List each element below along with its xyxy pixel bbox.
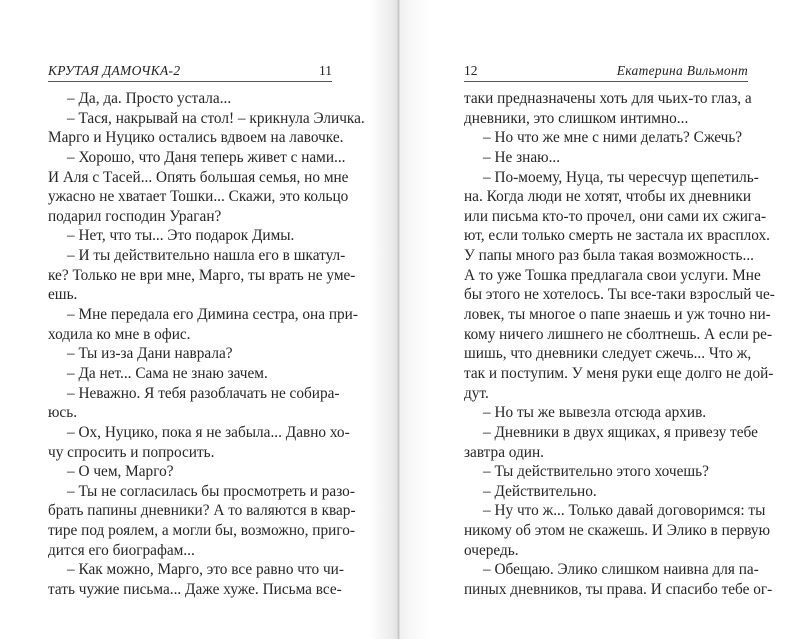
text-line: тать чужие письма... Даже хуже. Письма все-	[48, 581, 342, 599]
running-head	[48, 60, 332, 82]
running-head	[464, 60, 748, 82]
text-line: – Ох, Нуцико, пока я не забыла... Давно хо-	[67, 423, 350, 441]
text-line: – Действительно.	[483, 482, 597, 500]
text-line: – Ты не согласилась бы просмотреть и разо-	[67, 482, 355, 500]
page-body-text	[464, 89, 775, 600]
text-line: на. Когда люди не хотят, чтобы их дневники	[464, 188, 752, 206]
right-page	[464, 0, 775, 639]
text-line: ужасно не хватает Тошки... Скажи, это кольцо	[48, 188, 349, 206]
text-line: – Но ты же вывезла отсюда архив.	[483, 404, 707, 422]
text-line: ют, если только смерть не застала их врасплох.	[464, 227, 771, 245]
text-line: завтра один.	[464, 443, 544, 461]
text-line: – Но что же мне с ними делать? Сжечь?	[483, 129, 743, 147]
text-line: – Обещаю. Элико слишком наивна для па-	[483, 561, 759, 579]
text-line: – Ты из-за Дани наврала?	[67, 345, 233, 363]
text-line: подарил господин Ураган?	[48, 207, 222, 225]
text-line: так и поступим. У меня руки еще долго не дой-	[464, 364, 774, 382]
text-line: ходила ко мне в офис.	[48, 325, 191, 343]
text-line: бы этого не хотелось. Ты все-таки взрослый че-	[464, 286, 775, 304]
text-line: – Ну что ж... Только давай договоримся: ты	[483, 502, 766, 520]
text-line: тире под роялем, а могли бы, возможно, приго-	[48, 522, 355, 540]
text-line: Марго и Нуцико остались вдвоем на лавочке.	[48, 129, 344, 147]
text-line: таки предназначены хоть для чьих-то глаз, а	[464, 90, 752, 107]
text-line: А то уже Тошка предлагала свои услуги. Мне	[464, 266, 761, 284]
book-gutter	[370, 0, 430, 639]
text-line: ловек, ты многое о папе знаешь и уж точно ни-	[464, 306, 771, 324]
text-line: – Да, да. Просто устала...	[67, 90, 232, 107]
text-line: шишь, что дневники следует сжечь... Что ж,	[464, 345, 752, 363]
page-number: 12	[464, 63, 478, 78]
text-line: И Аля с Тасей... Опять большая семья, но мне	[48, 168, 349, 186]
text-line: – Хорошо, что Даня теперь живет с нами...	[67, 148, 346, 166]
text-line: – Ты действительно этого хочешь?	[483, 463, 709, 481]
text-line: брать папины дневники? А то валяются в квар-	[48, 502, 356, 520]
text-line: – Не знаю...	[483, 148, 561, 166]
text-line: – О чем, Марго?	[67, 463, 174, 481]
text-line: или письма кто-то прочел, они сами их сжига-	[464, 207, 767, 225]
text-line: – Как можно, Марго, это все равно что чи-	[67, 561, 344, 579]
page-body-text	[48, 89, 365, 600]
author-name: Екатерина Вильмонт	[616, 63, 748, 78]
text-line: – Тася, накрывай на стол! – крикнула Эличка.	[67, 109, 365, 127]
text-line: – Неважно. Я тебя разоблачать не собира-	[67, 384, 340, 402]
text-line: чу спросить и попросить.	[48, 443, 215, 461]
text-line: ешь.	[48, 286, 78, 304]
text-line: У папы много раз была такая возможность...	[464, 247, 754, 265]
text-line: юсь.	[48, 404, 78, 422]
page-number: 11	[319, 63, 332, 78]
text-line: – Дневники в двух ящиках, я привезу тебе	[483, 423, 758, 441]
text-line: кому ничего лишнего не сболтнешь. А если ре-	[464, 325, 773, 343]
text-line: пиных дневников, ты права. И спасибо тебе ог-	[464, 581, 773, 599]
text-line: – Нет, что ты... Это подарок Димы.	[67, 227, 295, 245]
text-line: – По-моему, Нуца, ты чересчур щепетиль-	[483, 168, 759, 186]
text-line: очередь.	[464, 541, 519, 559]
text-line: дится его биографам...	[48, 541, 195, 559]
text-line: ке? Только не ври мне, Марго, ты врать не уме-	[48, 266, 356, 284]
book-title: КРУТАЯ ДАМОЧКА-2	[48, 63, 181, 78]
text-line: дут.	[464, 384, 489, 402]
text-line: – Да нет... Сама не знаю зачем.	[67, 364, 268, 382]
left-page	[48, 0, 365, 639]
text-line: – И ты действительно нашла его в шкатул-	[67, 247, 346, 265]
text-line: никому об этом не скажешь. И Элико в первую	[464, 522, 771, 540]
text-line: дневники, это слишком интимно...	[464, 109, 689, 127]
text-line: – Мне передала его Димина сестра, она при-	[67, 306, 358, 324]
